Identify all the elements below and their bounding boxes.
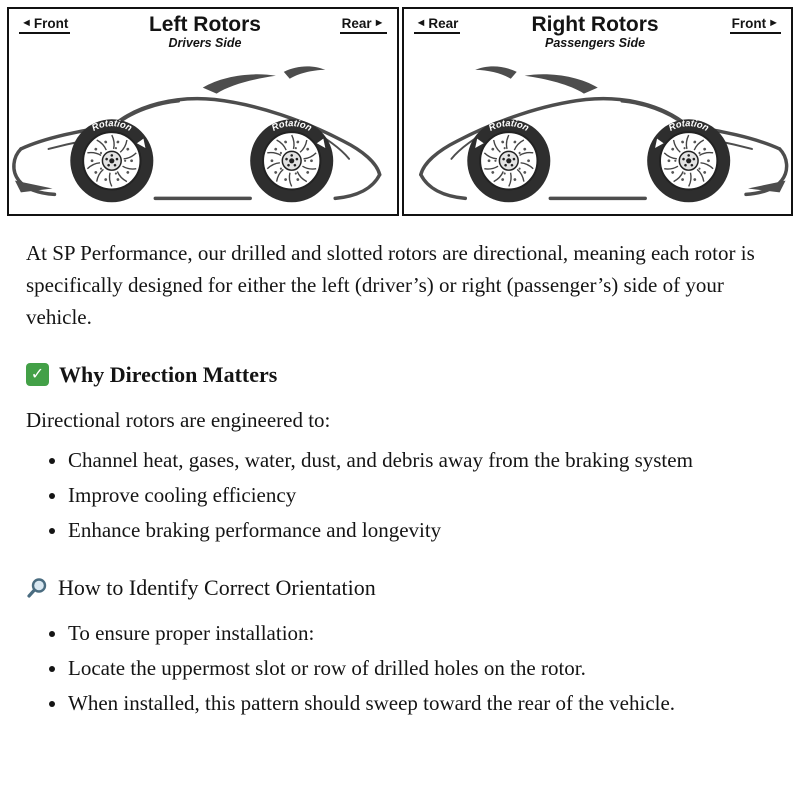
list-item: • Locate the uppermost slot or row of drilled holes on the rotor. <box>68 653 774 685</box>
panel-subtitle: Drivers Side <box>168 36 242 51</box>
left-rotors-panel <box>7 7 399 216</box>
rear-direction-label <box>340 16 387 34</box>
section2-bullet-list <box>26 618 774 720</box>
direction-text: Rear <box>341 16 372 31</box>
car-illustration-right <box>404 58 792 214</box>
right-panel-header <box>404 9 792 58</box>
panel-subtitle: Passengers Side <box>544 36 646 51</box>
list-item: • When installed, this pattern should sweep toward the rear of the vehicle. <box>68 688 774 720</box>
panel-title-block <box>149 14 261 50</box>
list-item: • Improve cooling efficiency <box>68 480 774 512</box>
arrow-right-icon <box>374 18 385 29</box>
section-heading-why-direction-matters <box>26 358 774 391</box>
direction-text: Front <box>731 16 767 31</box>
rotation-label: Rotation <box>666 117 711 133</box>
list-item: • Enhance braking performance and longevity <box>68 515 774 547</box>
arrow-left-icon <box>416 18 427 29</box>
arrow-right-icon <box>768 18 779 29</box>
list-item: • To ensure proper installation: <box>68 618 774 650</box>
rotation-label: Rotation <box>89 117 135 133</box>
panel-title: Left Rotors <box>148 13 261 36</box>
rotation-label: Rotation <box>486 117 531 133</box>
list-item: • Channel heat, gases, water, dust, and debris away from the braking system <box>68 445 774 477</box>
section1-bullet-list <box>26 445 774 547</box>
rotation-label: Rotation <box>269 117 314 133</box>
direction-text: Front <box>33 16 69 31</box>
arrow-left-icon <box>21 18 32 29</box>
front-direction-label <box>19 16 70 34</box>
article-body <box>0 216 800 720</box>
panel-title: Right Rotors <box>531 13 659 36</box>
section-heading-text: How to Identify Correct Orientation <box>58 574 376 600</box>
section-heading-text: Why Direction Matters <box>59 361 278 387</box>
magnifier-icon <box>26 577 48 599</box>
rear-direction-label <box>414 16 461 34</box>
car-illustration-left <box>9 58 397 214</box>
right-rotors-panel <box>402 7 794 216</box>
rotor-direction-diagram <box>7 7 793 216</box>
section1-lead: Directional rotors are engineered to: <box>26 408 331 433</box>
check-icon <box>26 363 49 386</box>
panel-title-block <box>531 14 658 50</box>
left-panel-header <box>9 9 397 58</box>
intro-paragraph: At SP Performance, our drilled and slotted rotors are directional, meaning each rotor is specifically designed for either the left (driver’s) or right (passenger’s) side of your vehicle. <box>26 241 755 329</box>
direction-text: Rear <box>428 16 459 31</box>
section-heading-identify-orientation <box>26 571 774 604</box>
front-direction-label <box>730 16 781 34</box>
